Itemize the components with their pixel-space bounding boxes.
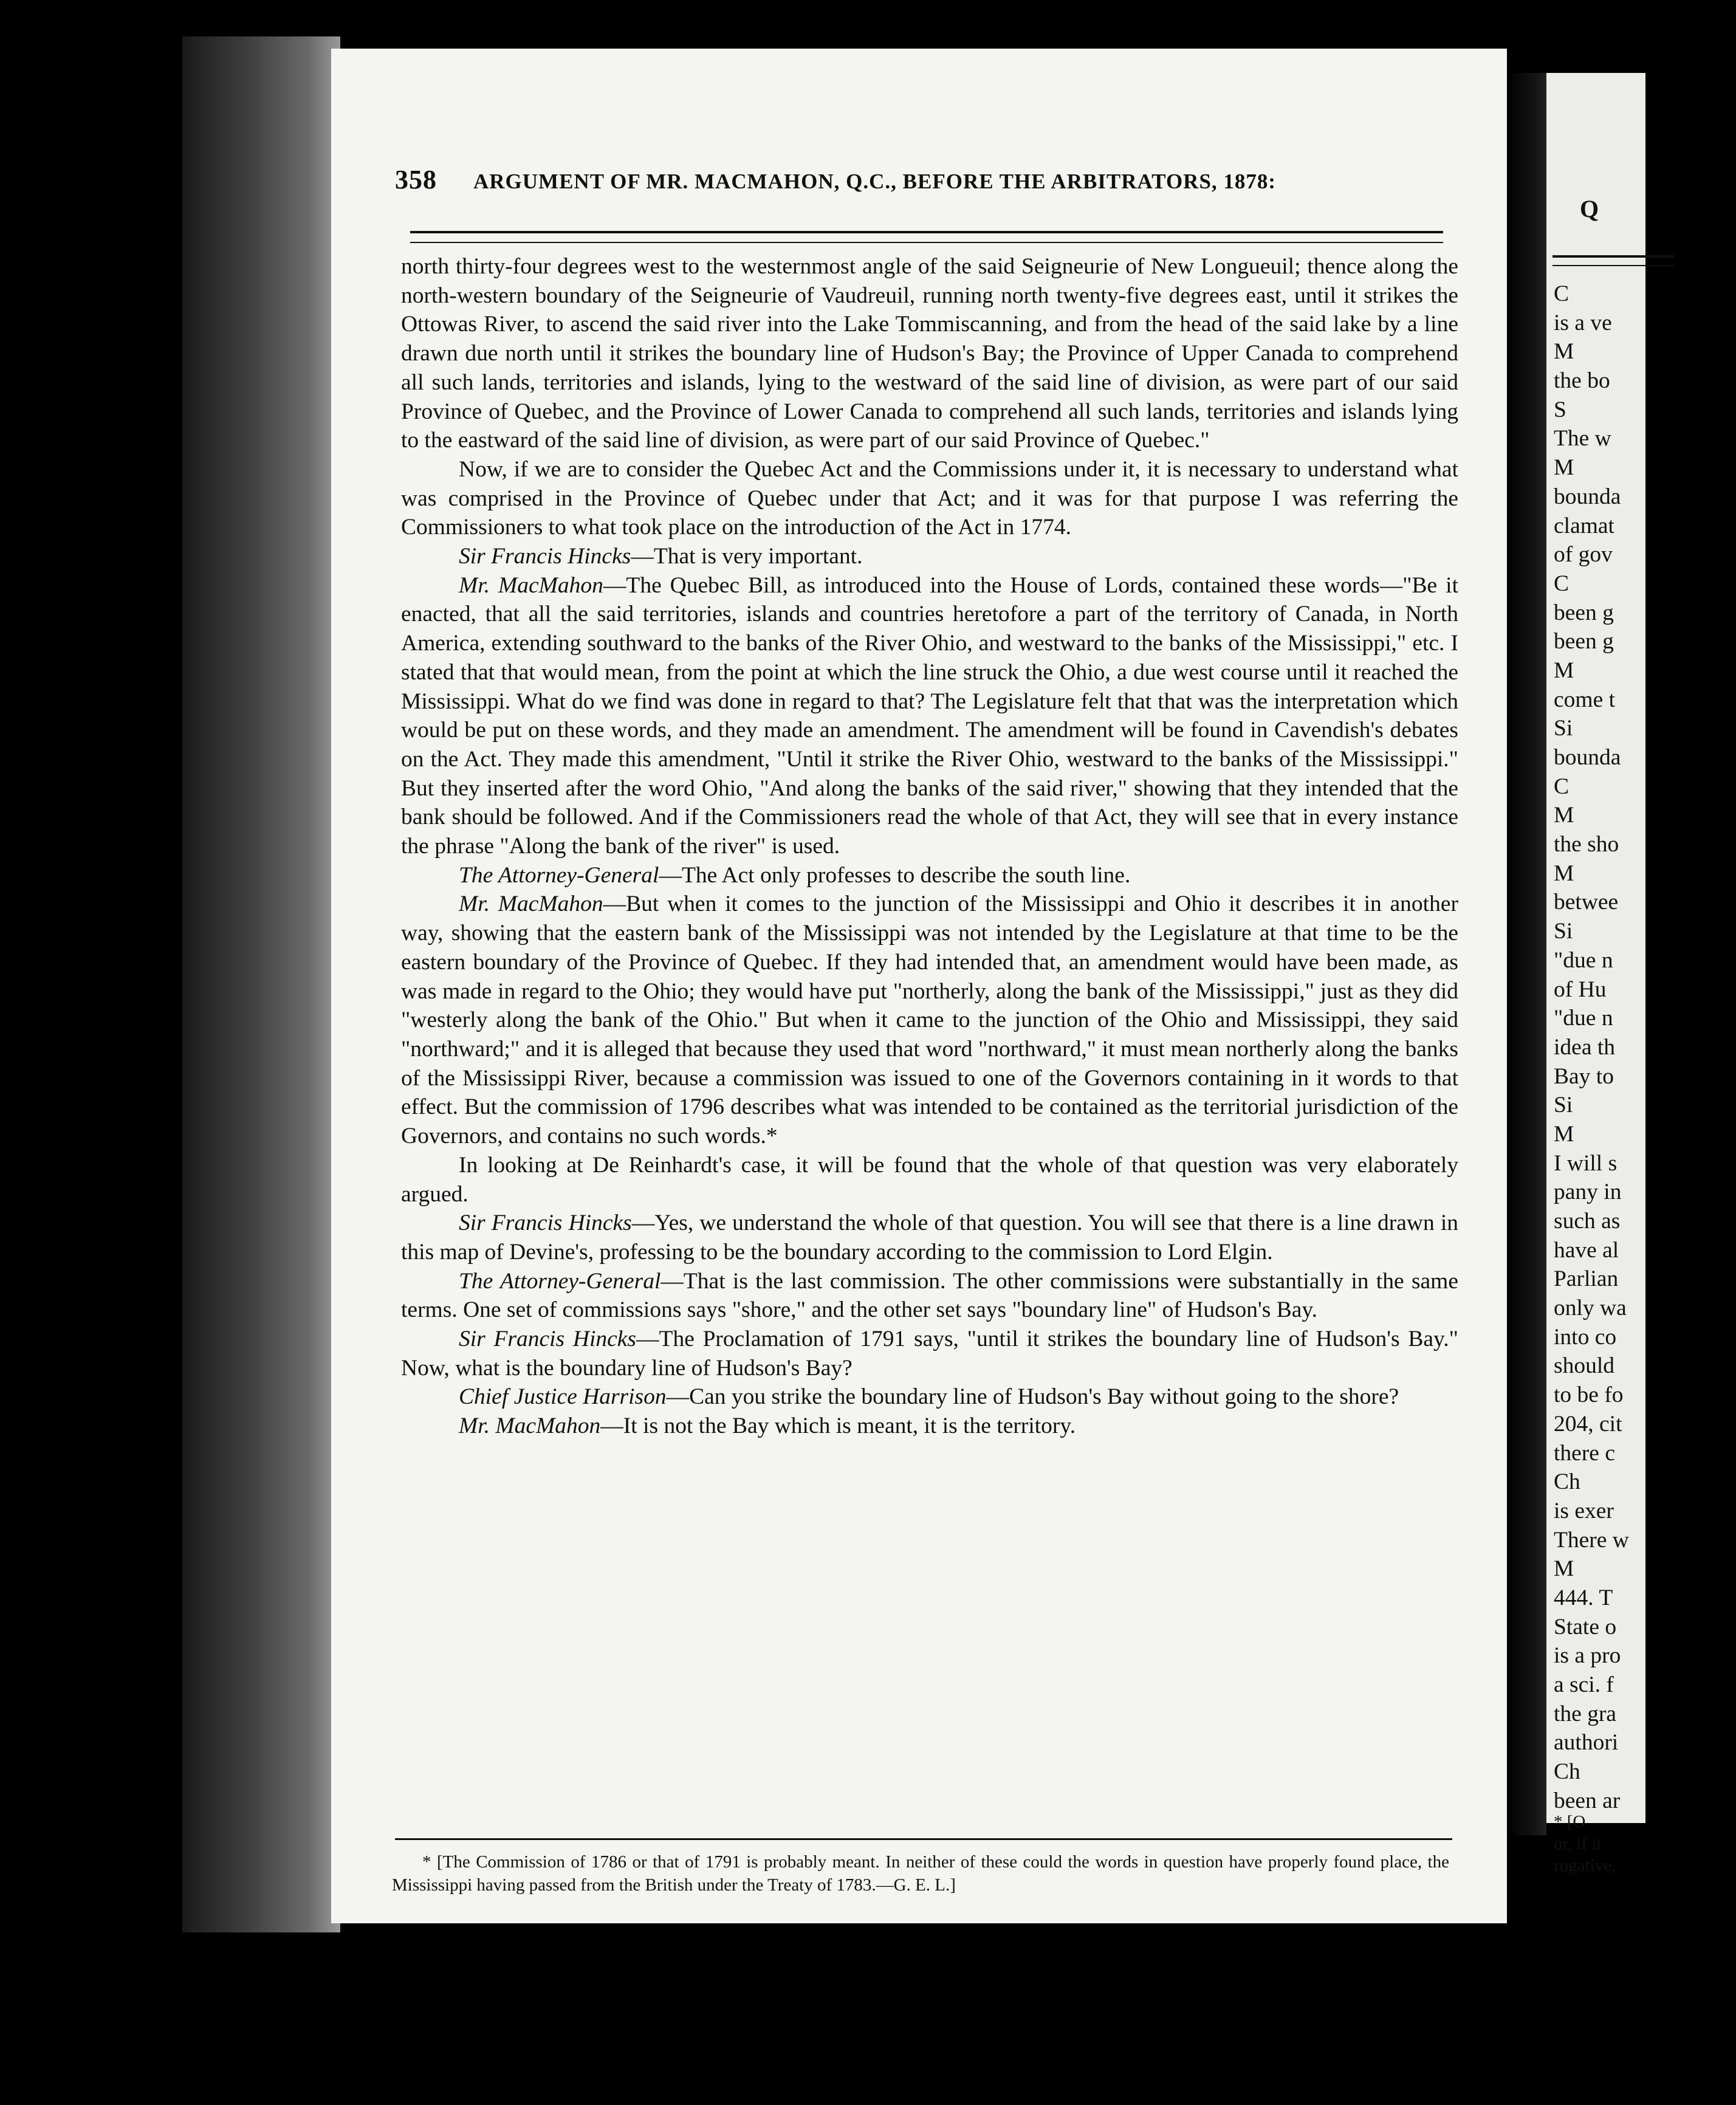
right-page-line: is a pro [1554, 1643, 1621, 1669]
right-page-line: C [1554, 281, 1570, 306]
right-page-line: there c [1554, 1440, 1615, 1466]
right-page-line: M [1554, 803, 1574, 828]
right-page-line: bounda [1554, 484, 1621, 509]
right-footnote-line: or, if it [1554, 1834, 1602, 1853]
speech-text: —It is not the Bay which is meant, it is the territory. [600, 1413, 1076, 1439]
right-page-line: M [1554, 1556, 1574, 1582]
right-page-line: bounda [1554, 745, 1621, 770]
right-page-line: of Hu [1554, 977, 1607, 1002]
right-page-line: to be fo [1554, 1382, 1624, 1408]
speaker-name: Mr. MacMahon [459, 891, 603, 917]
right-page-line: Ch [1554, 1469, 1580, 1495]
speaker-name: Chief Justice Harrison [459, 1384, 667, 1410]
speaker-name: Sir Francis Hincks [459, 1327, 637, 1352]
speech-text: —Can you strike the boundary line of Hudson's Bay without going to the shore? [666, 1384, 1399, 1410]
speech [401, 1267, 1458, 1325]
paragraph-text: In looking at De Reinhardt's case, it will be found that the whole of that question was very elaborately argued. [401, 1152, 1458, 1207]
right-page-line: Ch [1554, 1759, 1580, 1785]
speech [401, 571, 1458, 861]
right-page-line: clamat [1554, 513, 1614, 538]
right-page-line: 204, cit [1554, 1411, 1622, 1437]
paragraph [401, 455, 1458, 542]
right-page-line: the sho [1554, 832, 1619, 857]
right-page-line: M [1554, 455, 1574, 481]
right-page-line: 444. T [1554, 1585, 1613, 1610]
paragraph [401, 252, 1458, 455]
speech-text: —Yes, we understand the whole of that question. You will see that there is a line drawn in this map of Devine's, professing to be the boundary according to the commission to Lord Elgin. [401, 1210, 1458, 1265]
right-page-line: been g [1554, 600, 1614, 625]
speech [401, 1209, 1458, 1266]
speech [401, 1412, 1458, 1441]
right-page-line: Si [1554, 1093, 1573, 1118]
right-page-line: pany in [1554, 1180, 1622, 1205]
right-page-line: S [1554, 397, 1566, 422]
right-footnote-line: * [O [1554, 1812, 1586, 1832]
right-page-line: "due n [1554, 947, 1613, 973]
footnote-rule [395, 1838, 1452, 1840]
right-page-footnote [1554, 1811, 1736, 1877]
right-page-line: such as [1554, 1209, 1621, 1234]
right-page-line: been g [1554, 629, 1614, 654]
speech [401, 890, 1458, 1150]
right-page-line: idea th [1554, 1034, 1616, 1060]
right-page-text [1554, 280, 1736, 1815]
speech-text: —But when it comes to the junction of the Mississippi and Ohio it describes it in another way, showing that the eastern bank of the Mississippi was not intended by the Legislature at that time to be the eastern boundary of the Province of Quebec. If they had intended that, an amendment would have been made, as was made in regard to the Ohio; they would have put "northerly, along the bank of the Mississippi," just as they did "westerly along the bank of the Ohio." But when it came to the junction of the Ohio and Mississippi, they said "northward;" and it is alleged that because they used that word "northward," it must mean northerly along the banks of the Mississippi River, because a commission was issued to one of the Governors containing in it words to that effect. But the commission of 1796 describes what was intended to be contained as the territorial jurisdiction of the Governors, and contains no such words.* [401, 891, 1458, 1149]
right-page-line: Bay to [1554, 1063, 1614, 1089]
right-page-line: authori [1554, 1730, 1619, 1756]
right-page-line: is a ve [1554, 310, 1612, 335]
right-page-line: Si [1554, 716, 1573, 741]
left-page [331, 49, 1507, 1923]
speech-text: —That is the last commission. The other commissions were substantially in the same terms. One set of commissions says "shore," and the other set says "boundary line" of Hudson's Bay. [401, 1268, 1458, 1323]
right-page-line: "due n [1554, 1006, 1613, 1031]
paragraph-text: Now, if we are to consider the Quebec Act and the Commissions under it, it is necessary to understand what was comprised in the Province of Quebec under that Act; and it was for that purpose I was referring the Commissioners to what took place on the introduction of the Act in 1774. [401, 456, 1458, 540]
right-page-fragment [1546, 73, 1645, 1875]
speech [401, 1325, 1458, 1382]
right-page-line: C [1554, 774, 1570, 799]
right-page-line: C [1554, 571, 1570, 596]
right-page-line: the bo [1554, 368, 1610, 394]
right-page-line: betwee [1554, 890, 1619, 915]
right-page-line: a sci. f [1554, 1672, 1614, 1697]
right-page-line: come t [1554, 687, 1616, 712]
header-rule [410, 231, 1443, 243]
speech-text: —The Proclamation of 1791 says, "until it strikes the boundary line of Hudson's Bay." Now, what is the boundary line of Hudson's Bay? [401, 1327, 1458, 1381]
body-text [401, 252, 1458, 1441]
right-page-line: M [1554, 860, 1574, 886]
right-page-line: the gra [1554, 1701, 1617, 1726]
right-page-header: Q [1580, 195, 1599, 222]
footnote [392, 1850, 1449, 1897]
right-page-line: only wa [1554, 1296, 1627, 1321]
speech [401, 542, 1458, 571]
right-footnote-line: rogative, [1554, 1856, 1616, 1875]
speaker-name: Mr. MacMahon [459, 1413, 601, 1439]
speaker-name: The Attorney-General [459, 1268, 661, 1294]
speaker-name: Sir Francis Hincks [459, 1210, 632, 1236]
right-page-line: been ar [1554, 1788, 1621, 1813]
footnote-text: * [The Commission of 1786 or that of 1791 is probably meant. In neither of these could the words in question have properly found place, the Mississippi having passed from the British under the Treaty of 1783.—G. E. L.] [392, 1852, 1449, 1895]
speech [401, 861, 1458, 890]
right-page-line: The w [1554, 426, 1611, 452]
right-page-line: M [1554, 658, 1574, 683]
right-page-line: Parlian [1554, 1266, 1619, 1292]
right-page-line: into co [1554, 1324, 1617, 1350]
speech [401, 1382, 1458, 1412]
right-page-line: M [1554, 339, 1574, 365]
right-page-line: There w [1554, 1527, 1629, 1553]
right-page-line: have al [1554, 1237, 1619, 1263]
speech-text: —That is very important. [631, 544, 863, 569]
right-page-line: State o [1554, 1614, 1617, 1640]
right-header-rule [1552, 255, 1674, 266]
right-page-line: is exer [1554, 1498, 1614, 1523]
page-header [395, 164, 1422, 195]
paragraph [401, 1151, 1458, 1209]
speech-text: —The Quebec Bill, as introduced into the House of Lords, contained these words—"Be it enacted, that all the said territories, islands and countries heretofore a part of the territory of Canada, in North America, extending southward to the banks of the River Ohio, and westward to the banks of the Mississippi," etc. I stated that that would mean, from the point at which the line struck the Ohio, a due west course until it reached the Mississippi. What do we find was done in regard to that? The Legislature felt that that was the interpretation which would be put on these words, and they made an amendment. The amendment will be found in Cavendish's debates on the Act. They made this amendment, "Until it strike the River Ohio, westward to the banks of the Mississippi." But they inserted after the word Ohio, "And along the banks of the said river," showing that they intended that the bank should be followed. And if the Commissioners read the whole of that Act, they will see that in every instance the phrase "Along the bank of the river" is used. [401, 572, 1459, 859]
speech-text: —The Act only professes to describe the south line. [659, 862, 1131, 888]
right-page-line: M [1554, 1121, 1574, 1147]
speaker-name: The Attorney-General [459, 862, 659, 888]
right-page-line: of gov [1554, 542, 1613, 568]
book-edge [182, 36, 340, 1932]
speaker-name: Sir Francis Hincks [459, 544, 631, 569]
running-title: ARGUMENT OF MR. MACMAHON, Q.C., BEFORE THE ARBITRATORS, 1878: [473, 170, 1277, 193]
right-page-line: should [1554, 1353, 1615, 1379]
book-gutter [1507, 73, 1546, 1835]
right-page-line: I will s [1554, 1150, 1618, 1176]
right-page-line: Si [1554, 919, 1573, 944]
page-number: 358 [395, 165, 437, 194]
speaker-name: Mr. MacMahon [459, 572, 603, 598]
paragraph-text: north thirty-four degrees west to the westernmost angle of the said Seigneurie of New Longueuil; thence along the north-western boundary of the Seigneurie of Vaudreuil, running north twenty-five degrees east, until it strikes the Ottowas River, to ascend the said river into the Lake Tommiscanning, and from the head of the said lake by a line drawn due north until it strikes the boundary line of Hudson's Bay; the Province of Upper Canada to comprehend all such lands, territories and islands, lying to the westward of the said line of division, as were part of our said Province of Quebec, and the Province of Lower Canada to comprehend all such lands, territories and islands lying to the eastward of the said line of division, as were part of our said Province of Quebec." [401, 254, 1458, 453]
